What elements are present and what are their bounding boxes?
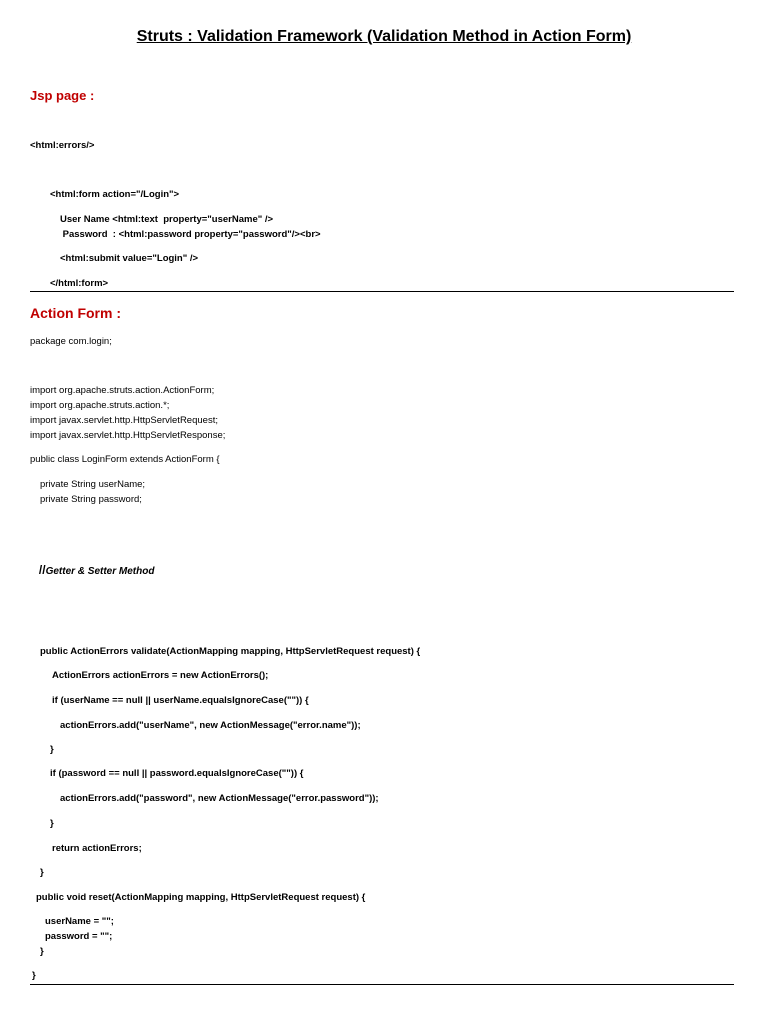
code-line: <html:errors/> bbox=[30, 140, 95, 151]
code-line: package com.login; bbox=[30, 336, 112, 347]
code-line: import org.apache.struts.action.*; bbox=[30, 400, 170, 411]
code-line: import javax.servlet.http.HttpServletRequest; bbox=[30, 415, 218, 426]
code-line: ActionErrors actionErrors = new ActionErrors(); bbox=[52, 670, 269, 681]
code-line: if (userName == null || userName.equalsIgnoreCase("")) { bbox=[52, 695, 309, 706]
code-line: userName = ""; bbox=[45, 916, 114, 927]
code-line: } bbox=[32, 970, 36, 981]
comment-text: Getter & Setter Method bbox=[45, 566, 155, 577]
comment-prefix: // bbox=[38, 563, 46, 577]
code-line: password = ""; bbox=[45, 931, 113, 942]
code-line: <html:form action="/Login"> bbox=[50, 189, 180, 200]
code-line: actionErrors.add("userName", new ActionMessage("error.name")); bbox=[60, 720, 361, 731]
code-line: import org.apache.struts.action.ActionForm; bbox=[30, 385, 215, 396]
code-line: if (password == null || password.equalsIgnoreCase("")) { bbox=[50, 768, 304, 779]
code-line: public void reset(ActionMapping mapping, HttpServletRequest request) { bbox=[36, 892, 366, 903]
code-line: public ActionErrors validate(ActionMapping mapping, HttpServletRequest request) { bbox=[40, 646, 421, 657]
code-line: User Name <html:text property="userName" /> bbox=[60, 214, 274, 225]
code-line: actionErrors.add("password", new ActionMessage("error.password")); bbox=[60, 793, 379, 804]
code-line: public class LoginForm extends ActionForm { bbox=[30, 454, 220, 465]
code-line: } bbox=[40, 946, 44, 957]
code-line: private String userName; bbox=[40, 479, 146, 490]
code-line: return actionErrors; bbox=[52, 843, 142, 854]
code-line: import javax.servlet.http.HttpServletResponse; bbox=[30, 430, 226, 441]
page-title: Struts : Validation Framework (Validation Method in Action Form) bbox=[136, 28, 632, 45]
section-divider bbox=[30, 291, 734, 292]
action-form-heading: Action Form : bbox=[30, 305, 121, 321]
comment-line bbox=[30, 543, 154, 579]
code-line: Password : <html:password property="password"/><br> bbox=[60, 229, 321, 240]
code-line: } bbox=[40, 867, 44, 878]
code-line: </html:form> bbox=[50, 278, 109, 289]
code-line: } bbox=[50, 818, 54, 829]
jsp-heading: Jsp page : bbox=[30, 88, 95, 103]
code-line: <html:submit value="Login" /> bbox=[60, 253, 199, 264]
code-line: private String password; bbox=[40, 494, 142, 505]
section-divider bbox=[30, 984, 734, 985]
code-line: } bbox=[50, 744, 54, 755]
